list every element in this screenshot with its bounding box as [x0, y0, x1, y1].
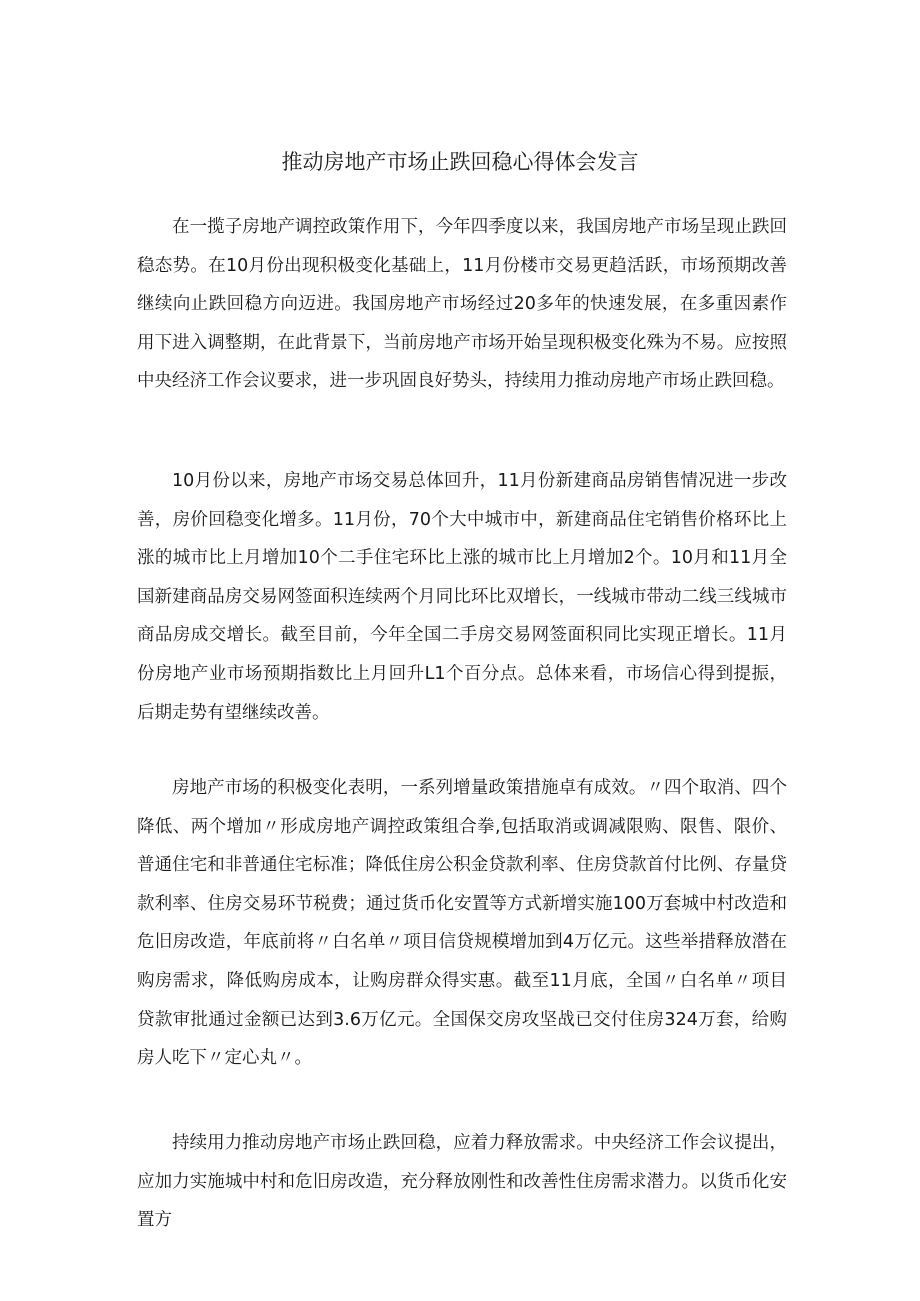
paragraph-4: 持续用力推动房地产市场止跌回稳，应着力释放需求。中央经济工作会议提出，应加力实施城中村和危旧房改造，充分释放刚性和改善性住房需求潜力。以货币化安置方 — [137, 1133, 787, 1231]
paragraph-3: 房地产市场的积极变化表明，一系列增量政策措施卓有成效。〃四个取消、四个降低、两个增加〃形成房地产调控政策组合拳,包括取消或调减限购、限售、限价、普通住宅和非普通住宅标准；降低住房公积金贷款利率、住房贷款首付比例、存量贷款利率、住房交易环节税费；通过货币化安置等方式新增实施100万套城中村改造和危旧房改造，年底前将〃白名单〃项目信贷规模增加到4万亿元。这些举措释放潜在购房需求，降低购房成本，让购房群众得实惠。截至11月底，全国〃白名单〃项目贷款审批通过金额已达到3.6万亿元。全国保交房攻坚战已交付住房324万套，给购房人吃下〃定心丸〃。 — [137, 778, 787, 1069]
paragraph-2: 10月份以来，房地产市场交易总体回升，11月份新建商品房销售情况进一步改善，房价回稳变化增多。11月份，70个大中城市中，新建商品住宅销售价格环比上涨的城市比上月增加10个二手住宅环比上涨的城市比上月增加2个。10月和11月全国新建商品房交易网签面积连续两个月同比环比双增长，一线城市带动二线三线城市商品房成交增长。截至目前，今年全国二手房交易网签面积同比实现正增长。11月份房地产业市场预期指数比上月回升L1个百分点。总体来看，市场信心得到提振，后期走势有望继续改善。 — [137, 471, 787, 723]
document-title: 推动房地产市场止跌回稳心得体会发言 — [281, 150, 639, 174]
paragraph-1: 在一揽子房地产调控政策作用下，今年四季度以来，我国房地产市场呈现止跌回稳态势。在10月份出现积极变化基础上，11月份楼市交易更趋活跃，市场预期改善继续向止跌回稳方向迈进。我国房地产市场经过20多年的快速发展，在多重因素作用下进入调整期，在此背景下，当前房地产市场开始呈现积极变化殊为不易。应按照中央经济工作会议要求，进一步巩固良好势头，持续用力推动房地产市场止跌回稳。 — [137, 217, 787, 392]
